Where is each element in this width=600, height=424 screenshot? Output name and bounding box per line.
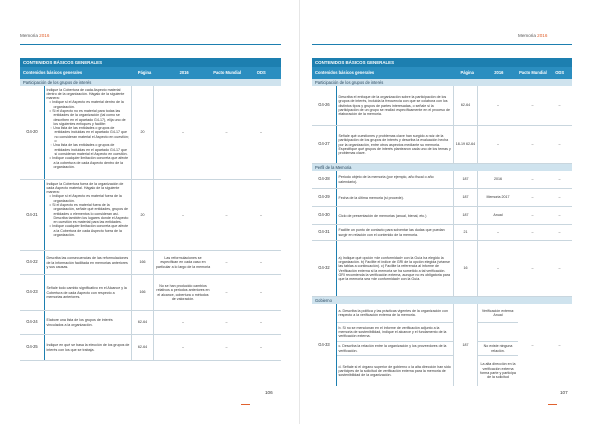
table-row — [312, 225, 572, 241]
row-code: G4-30 — [318, 212, 330, 218]
row-page: 187 — [454, 304, 478, 386]
header-rule — [20, 44, 281, 45]
row-2016: – — [497, 142, 499, 147]
row-ods: – — [260, 345, 262, 350]
row-page: 20 — [132, 180, 154, 250]
row-code: G4-24 — [26, 319, 38, 325]
row-page: 166 — [132, 275, 154, 310]
row-page: 62-64 — [454, 86, 478, 125]
g433-part: d. Señale si el órgano superior de gobierno o la alta dirección han sido partícipes de la solicitud de verificación externa para la memoria de sostenibilidad de la organización. — [338, 364, 451, 378]
row-ods: – — [260, 130, 262, 135]
row-code: G4-29 — [318, 194, 330, 200]
row-page: 187 — [454, 207, 478, 224]
g433-value: No existe ninguna relación. — [478, 342, 518, 356]
table-row — [20, 311, 281, 335]
page-marker — [548, 404, 557, 405]
table-row — [312, 241, 572, 297]
table-row — [312, 86, 572, 126]
row-code: G4-28 — [318, 176, 330, 182]
section-row: Perfil de la Memoria — [312, 164, 572, 171]
row-page: 62-64 — [132, 311, 154, 334]
table-row — [312, 171, 572, 189]
row-pacto: – — [531, 230, 534, 235]
row-description: Describa el enfoque de la organización sobre la participación de los grupos de interés, incluida la frecuencia con que se colabora con los distintos tipos y grupos de partes interesadas, o señale si la participación de un grupo se realizó específicamente en el proceso de elaboración de la memoria. — [336, 86, 454, 125]
row-2016: Las reformulaciones se especifican en cada caso en particular a lo largo de la memoria — [155, 256, 211, 269]
row-ods: – — [558, 230, 561, 235]
row-ods: – — [558, 103, 561, 108]
table-title: CONTENIDOS BÁSICOS GENERALES — [20, 58, 281, 67]
row-pacto: – — [225, 130, 228, 135]
section-row: Participación de los grupos de interés — [20, 79, 281, 86]
row-ods: – — [260, 290, 262, 295]
page-marker — [241, 404, 250, 405]
row-ods: – — [558, 195, 561, 200]
col-ods: ODS — [256, 69, 266, 75]
row-description: Señale todo cambio significativo en el Alcance y la Cobertura de cada Aspecto con respecto a memorias anteriores. — [44, 275, 132, 310]
row-page: 187 — [454, 171, 478, 188]
table-row — [312, 126, 572, 164]
header-rule — [312, 44, 572, 45]
row-pacto: – — [225, 345, 228, 350]
running-header: Memoria 2016 — [518, 33, 548, 38]
row-code: G4-23 — [26, 289, 38, 295]
row-2016: No se han producido cambios relativos a periodos anteriores en el alcance, cobertura o métodos de valoración. — [156, 283, 210, 301]
row-page: 62-64 — [132, 335, 154, 360]
row-code: G4-32 — [318, 265, 330, 271]
row-pacto: – — [225, 320, 228, 325]
row-code: G4-26 — [318, 102, 330, 108]
row-pacto: – — [531, 177, 534, 182]
row-ods: – — [260, 260, 262, 265]
col-contents: Contenidos básicos generales — [315, 69, 375, 75]
g433-value — [478, 323, 518, 342]
table-row — [312, 304, 572, 386]
row-pacto: – — [531, 213, 534, 218]
g433-2016 — [478, 304, 518, 386]
col-2016: 2016 — [179, 69, 189, 75]
row-ods: – — [260, 320, 262, 325]
g433-part: c. Describa la relación entre la organización y los proveedores de la verificación. — [337, 342, 453, 356]
table-header — [20, 67, 281, 79]
row-ods: – — [558, 213, 561, 218]
col-ods: ODS — [555, 69, 565, 75]
row-page: 21 — [454, 225, 478, 240]
table-row — [20, 335, 281, 361]
row-2016: – — [497, 266, 499, 271]
row-ods: – — [558, 266, 561, 271]
g433-part: b. Si no se mencionan en el informe de verificación adjunto a la memoria de sostenibilidad, indique el alcance y el fundamento de la verificación externa. — [337, 323, 453, 342]
row-code: G4-27 — [318, 141, 330, 147]
row-description: Ciclo de presentación de memorias (anual, bienal, etc.) — [336, 207, 454, 224]
row-2016: – — [182, 345, 184, 350]
col-pacto: Pacto Mundial — [519, 69, 547, 75]
row-description: Periodo objeto de la memoria (por ejemplo, año fiscal o año calendario). — [336, 171, 454, 188]
row-code: G4-25 — [26, 344, 38, 350]
g433-value: La alta dirección en la verificación externa forma parte y participa de la solicitud — [480, 362, 516, 380]
table-row — [312, 189, 572, 207]
col-pacto: Pacto Mundial — [213, 69, 241, 75]
row-2016: 2016 — [494, 177, 502, 182]
row-description: a) Indique qué opción «de conformidad» con la Guía ha elegido la organización. b) Facilite el índice de GRI de la opción elegida (véanse las tablas a continuación). c) Facilite la referencia al informe de Verificación externa si la memoria se ha sometido a tal verificación. GRI recomienda la verificación externa, aunque no es obligatoria para que la memoria sea «de conformidad» con la Guía. — [336, 241, 454, 296]
table-title: CONTENIDOS BÁSICOS GENERALES — [312, 58, 572, 67]
row-2016: – — [182, 320, 184, 325]
row-2016: – — [182, 212, 184, 217]
row-page: 20 — [132, 86, 154, 179]
row-pacto: – — [531, 266, 534, 271]
table-header — [312, 67, 572, 79]
row-ods: – — [558, 342, 561, 347]
g433-parts — [336, 304, 454, 386]
row-code: G4-21 — [26, 211, 38, 217]
row-code: G4-20 — [26, 129, 38, 135]
row-description: Indique la Cobertura fuera de la organización de cada Aspecto material. Hágalo de la siguiente manera: • Indique si el Aspecto es material fuera de la organización. • Si el Aspecto es material fuera de la organización, señale qué entidades, grupos de entidades o elementos lo consideran así. Describa también los lugares donde el Aspecto en cuestión es material para las entidades. • Indique cualquier limitación concreta que afecte a la Cobertura de cada Aspecto fuera de la organización. — [44, 180, 132, 250]
row-code: G4-31 — [318, 229, 330, 235]
row-code: G4-33 — [318, 341, 330, 347]
row-description: Facilite un punto de contacto para solventar las dudas que puedan surgir en relación con el contenido de la memoria. — [336, 225, 454, 240]
row-2016: – — [182, 130, 184, 135]
row-pacto: – — [225, 212, 228, 217]
col-contents: Contenidos básicos generales — [23, 69, 83, 75]
row-2016: – — [497, 230, 499, 235]
row-2016: Memoria 2017 — [486, 195, 510, 200]
section-row: Gobierno — [312, 297, 572, 304]
table-row — [20, 275, 281, 311]
row-description: Elabore una lista de los grupos de interés vinculados a la organización. — [44, 311, 132, 334]
row-pacto: – — [531, 342, 534, 347]
col-page: Página — [460, 69, 474, 75]
g433-part: a. Describa la política y las prácticas vigentes de la organización con respecto a la verificación externa de la memoria. — [337, 304, 453, 323]
running-header: Memoria 2016 — [20, 33, 50, 38]
row-ods: – — [558, 142, 561, 147]
row-2016: – — [497, 103, 499, 108]
row-page: 18-19 62-64 — [454, 126, 478, 163]
table-row — [20, 180, 281, 251]
row-2016: Anual — [493, 213, 503, 218]
row-pacto: – — [531, 195, 534, 200]
row-description: Describa las consecuencias de las reformulaciones de la información facilitada en memorias anteriores y sus causas. — [44, 251, 132, 274]
page-number: 106 — [265, 390, 273, 395]
row-ods: – — [558, 177, 561, 182]
row-page: 166 — [132, 251, 154, 274]
table-row — [312, 207, 572, 225]
row-ods: – — [260, 212, 262, 217]
row-page: 187 — [454, 189, 478, 206]
col-page: Página — [137, 69, 152, 75]
row-page: 16 — [454, 241, 478, 296]
row-pacto: – — [531, 142, 534, 147]
page-number: 107 — [560, 390, 568, 395]
row-description: Indique en qué se basa la elección de los grupos de interés con los que se trabaja. — [44, 335, 132, 360]
row-pacto: – — [225, 260, 228, 265]
row-pacto: – — [531, 103, 534, 108]
row-code: G4-22 — [26, 259, 38, 265]
row-description: Indique la Cobertura de cada Aspecto material dentro de la organización. Hágalo de la siguiente manera: • Indique si el Aspecto es material dentro de la organización. • Si el Aspecto no es material para todas las entidades de la organización (tal como se describen en el apartado G4-17), elija uno de los siguientes enfoques y facilite: ◦ Una lista de las entidades o grupos de entidades incluidas en el apartado G4-17 que no consideran material el Aspecto en cuestión; o ◦ Una lista de las entidades o grupos de entidades incluidas en el apartado G4-17 que sí consideran material el Aspecto en cuestión. • Indique cualquier limitación concreta que afecte a la cobertura de cada Aspecto dentro de la organización. — [44, 86, 132, 179]
row-pacto: – — [225, 290, 228, 295]
row-description: Fecha de la última memoria (si procede). — [336, 189, 454, 206]
table-row — [20, 251, 281, 275]
section-row: Participación de los grupos de interés — [312, 79, 572, 86]
g433-value: Verificación externa: Anual — [478, 304, 518, 323]
row-description: Señale qué cuestiones y problemas clave han surgido a raíz de la participación de los grupos de interés y describa la evaluación hecha por la organización, entre otros aspectos mediante su memoria. Especifique qué grupos de interés plantearon cada uno de los temas y problemas clave. — [336, 126, 454, 163]
table-row — [20, 86, 281, 180]
col-2016: 2016 — [494, 69, 504, 75]
